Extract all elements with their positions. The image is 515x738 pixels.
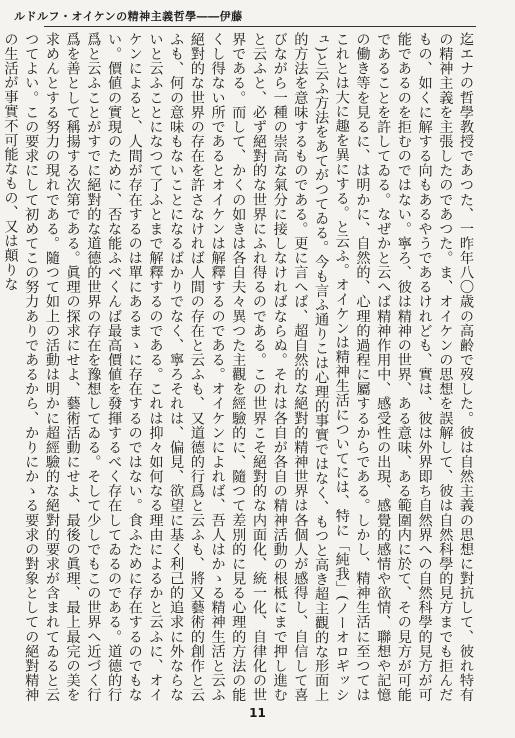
body-paragraph: 迄エナの哲學教授であつた、一昨年八〇歳の高齢で歿した。彼は自然主義の思想に對抗して、彼れ特有の精神主義を主張したのであつた。ま、オイケンの思想を誤解して、彼は自然科學的見方までも拒んだもの、如くに解する向もあるやうであるけれども、實は、彼は外界即ち自然界への自然科學的見方が可能であるのを拒むのではない。寧ろ、彼は精神の世界、ある意味、ある範圍内に於て、その見方が可能であることを許してゐる。なぜかと云へば精神作用中、感受性の出現、感覺的感情や欲情、聯想や記憶の働き等を見るに、は明かに、自然的、心理的過程に屬するからである。しかし、精神生活に至つてはこれとは大に趣を異にする。と云ふ。オイケンは精神生活についてには、特に「純我」(ノーオロギッシュ)と云ふ方法をあてがつてゐる。今も言ふ通りこは心理的事實ではなく、もつと高き超主觀的な形面上的方法を意味するものである。更に言へば、超自然的な絕對的精神世界は各個人が感得し、自信して喜びながら一種の崇高な氣分に接しなければならぬ。それは各自が各自の精神活動の根柢にまで押し進むと云ふと、必ず絕對的な世界にふれ得るのである。この世界こそ絕對的な内面化、統一化、自律化の世界である。而して、かくの如きは各自夫々異つた主觀を經驗的に、隨つて差別的に見る心理的方法の能くし得ない所であるとオイケンは解釋するのである。オイケンによれば、吾人はかゝる精神生活と云ふ絕對的な世界の存在を許さなければ人間の存在と云ふも、又道德的行爲と云ふも、將又藝術的創作と云ふも、何の意味もないことになるばかりでなく、寧ろそれは、偏見、欲望に基く利己的追求に外ならないと云ふことになつて了ふとまで解釋するのである。これは抑々如何なる理由によるかと云ふに、オイケンによると、人間が存在するのは單にあるまゝに存在するのではない。食ふために存在するのでもない。價値の實現のために、否な能ふべくんば最高價値を發揮するべく存在してゐるのである。道德的行爲と云ふことがすでに絕對的な道德的世界の存在を豫想してゐる。そして少しでもこの世界へ近づく行爲を善として稱揚する次第である。眞理の探求にせよ、藝術活動にせよ、最後の眞理、最上最完の美を求めんとする努力の現れである。隨つて如上の活動は明かに超經驗的な絕對的要求が含まれてゐると云つてよい。この要求にして初めてこの努力ありであるから、かりにかゝる要求の對象としての絕對精神の生活が事實不可能なもの、又は顛りな <box>2 32 474 702</box>
body-text <box>2 32 476 702</box>
header-rule <box>44 26 476 27</box>
running-header: ルドルフ・オイケンの精神主義哲學――伊藤 <box>14 10 243 23</box>
page-number: 11 <box>249 706 266 720</box>
